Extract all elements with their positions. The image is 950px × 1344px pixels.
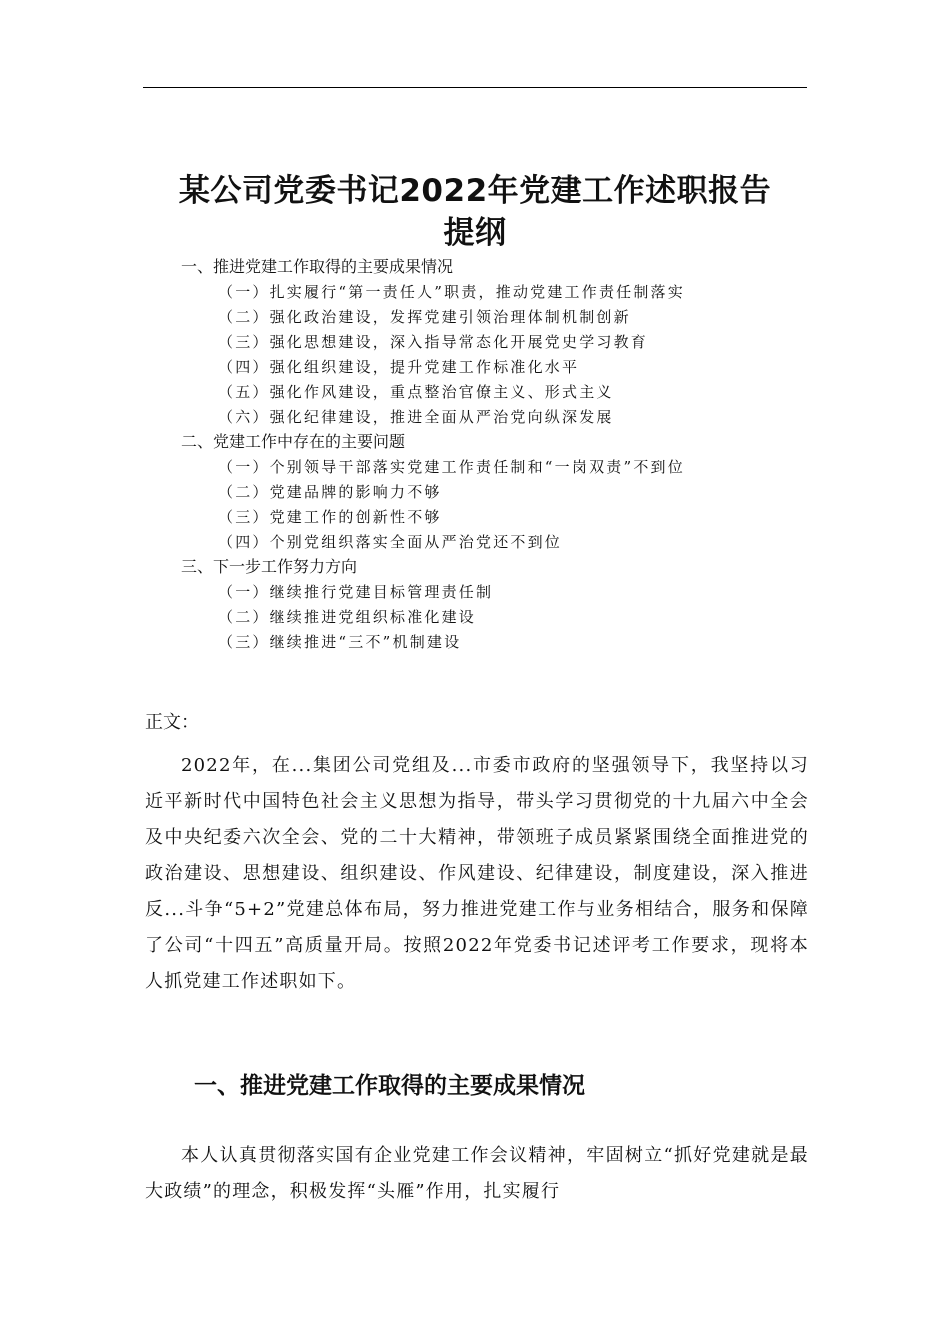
outline-item: （五）强化作风建设，重点整治官僚主义、形式主义: [218, 383, 614, 401]
outline-item: （一）个别领导干部落实党建工作责任制和“一岗双责”不到位: [218, 458, 685, 476]
section-paragraph: 本人认真贯彻落实国有企业党建工作会议精神，牢固树立“抓好党建就是最大政绩”的理念，积极发挥“头雁”作用，扎实履行: [145, 1145, 809, 1202]
intro-paragraph: 2022年，在...集团公司党组及...市委市政府的坚强领导下，我坚持以习近平新时代中国特色社会主义思想为指导，带头学习贯彻党的十九届六中全会及中央纪委六次全会、党的二十大精神，带领班子成员紧紧围绕全面推进党的政治建设、思想建设、组织建设、作风建设、纪律建设，制度建设，深入推进反...斗争“5+2”党建总体布局，努力推进党建工作与业务相结合，服务和保障了公司“十四五”高质量开局。按照2022年党委书记述评考工作要求，现将本人抓党建工作述职如下。: [145, 755, 809, 992]
outline-item: （二）继续推进党组织标准化建设: [218, 608, 477, 626]
outline-item: （一）扎实履行“第一责任人”职责，推动党建工作责任制落实: [218, 283, 685, 301]
document-title: 某公司党委书记2022年党建工作述职报告: [178, 173, 772, 209]
outline-item: （四）强化组织建设，提升党建工作标准化水平: [218, 358, 580, 376]
outline-heading-2: 二、党建工作中存在的主要问题: [181, 432, 406, 451]
outline-item: （三）继续推进“三不”机制建设: [218, 633, 462, 651]
body-label: 正文：: [145, 712, 199, 733]
outline-item: （三）强化思想建设，深入指导常态化开展党史学习教育: [218, 333, 649, 351]
section-heading: 一、推进党建工作取得的主要成果情况: [194, 1073, 585, 1099]
header-rule: [143, 87, 807, 88]
outline-item: （二）强化政治建设，发挥党建引领治理体制机制创新: [218, 308, 631, 326]
outline-item: （二）党建品牌的影响力不够: [218, 483, 442, 501]
outline-item: （一）继续推行党建目标管理责任制: [218, 583, 494, 601]
document-title-line2: 提纲: [443, 215, 507, 251]
outline-item: （三）党建工作的创新性不够: [218, 508, 442, 526]
outline-item: （四）个别党组织落实全面从严治党还不到位: [218, 533, 563, 551]
outline-heading-3: 三、下一步工作努力方向: [181, 557, 358, 576]
outline-heading-1: 一、推进党建工作取得的主要成果情况: [181, 257, 454, 276]
outline-item: （六）强化纪律建设，推进全面从严治党向纵深发展: [218, 408, 614, 426]
